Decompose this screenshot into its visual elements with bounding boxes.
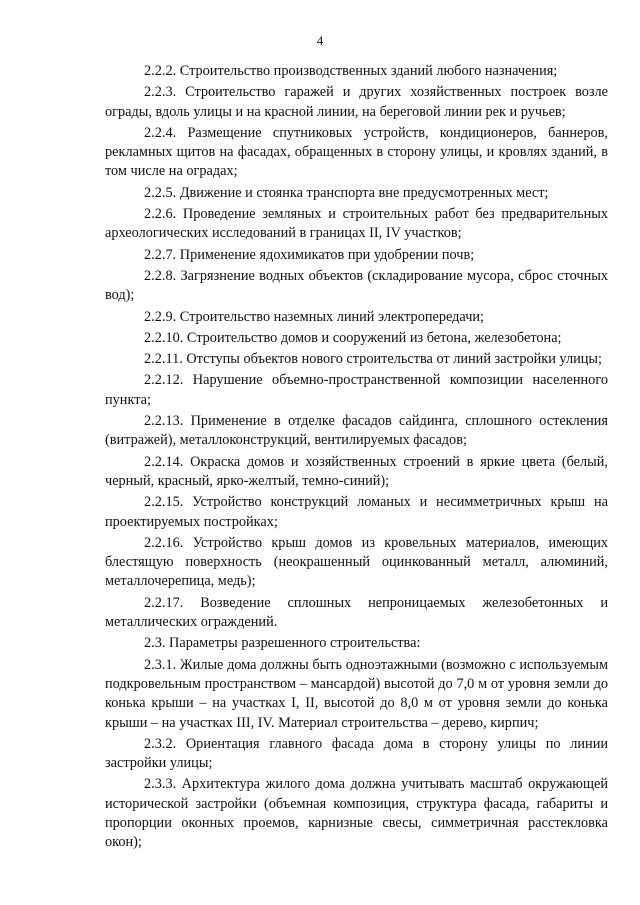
- paragraph-2-2-8: 2.2.8. Загрязнение водных объектов (складирование мусора, сброс сточных вод);: [105, 267, 608, 304]
- paragraph-2-2-5: 2.2.5. Движение и стоянка транспорта вне предусмотренных мест;: [144, 184, 549, 201]
- paragraph-2-2-10: 2.2.10. Строительство домов и сооружений из бетона, железобетона;: [144, 329, 562, 346]
- paragraph-2-2-15: 2.2.15. Устройство конструкций ломаных и несимметричных крыш на проектируемых постройках;: [105, 494, 608, 530]
- paragraph-2-2-9: 2.2.9. Строительство наземных линий электропередачи;: [144, 308, 485, 325]
- document-body: [105, 62, 608, 855]
- paragraph-2-2-11: 2.2.11. Отступы объектов нового строительства от линий застройки улицы;: [144, 351, 602, 368]
- paragraph-2-2-4: 2.2.4. Размещение спутниковых устройств, кондиционеров, баннеров, рекламных щитов на фасадах, обращенных в сторону улицы, и кровлях зданий, в том числе на оградах;: [105, 124, 608, 180]
- section-heading-2-3: 2.3. Параметры разрешенного строительства:: [144, 635, 421, 652]
- paragraph-2-2-17: 2.2.17. Возведение сплошных непроницаемых железобетонных и металлических ограждений.: [105, 594, 608, 631]
- paragraph-2-2-13: 2.2.13. Применение в отделке фасадов сайдинга, сплошного остекления (витражей), металлоконструкций, вентилируемых фасадов;: [105, 413, 608, 449]
- paragraph-2-3-2: 2.3.2. Ориентация главного фасада дома в сторону улицы по линии застройки улицы;: [105, 735, 608, 772]
- paragraph-2-2-14: 2.2.14. Окраска домов и хозяйственных строений в яркие цвета (белый, черный, красный, ярко-желтый, темно-синий);: [105, 453, 608, 489]
- paragraph-2-2-16: 2.2.16. Устройство крыш домов из кровельных материалов, имеющих блестящую поверхность (неокрашенный оцинкованный металл, алюминий, металлочерепица, медь);: [105, 534, 608, 590]
- page-number: 4: [316, 33, 324, 48]
- paragraph-2-2-7: 2.2.7. Применение ядохимикатов при удобрении почв;: [144, 246, 475, 263]
- paragraph-2-2-6: 2.2.6. Проведение земляных и строительных работ без предварительных археологических исследований в границах II, IV участков;: [105, 206, 608, 242]
- paragraph-2-2-12: 2.2.12. Нарушение объемно-пространственной композиции населенного пункта;: [105, 372, 608, 408]
- paragraph-2-3-1: 2.3.1. Жилые дома должны быть одноэтажными (возможно с используемым подкровельным пространством – мансардой) высотой до 7,0 м от уровня земли до конька крыши – на участках I, II, высотой до 8,0 м от уровня земли до конька крыши – на участках III, IV. Материал строительства – дерево, кирпич;: [105, 656, 608, 731]
- paragraph-2-2-3: 2.2.3. Строительство гаражей и других хозяйственных построек возле ограды, вдоль улицы и на красной линии, на береговой линии рек и ручьев;: [105, 84, 608, 120]
- paragraph-2-3-3: 2.3.3. Архитектура жилого дома должна учитывать масштаб окружающей исторической застройки (объемная композиция, структура фасада, габариты и пропорции оконных проемов, карнизные свесы, симметричная расстекловка окон);: [105, 776, 608, 851]
- paragraph-2-2-2: 2.2.2. Строительство производственных зданий любого назначения;: [144, 63, 558, 79]
